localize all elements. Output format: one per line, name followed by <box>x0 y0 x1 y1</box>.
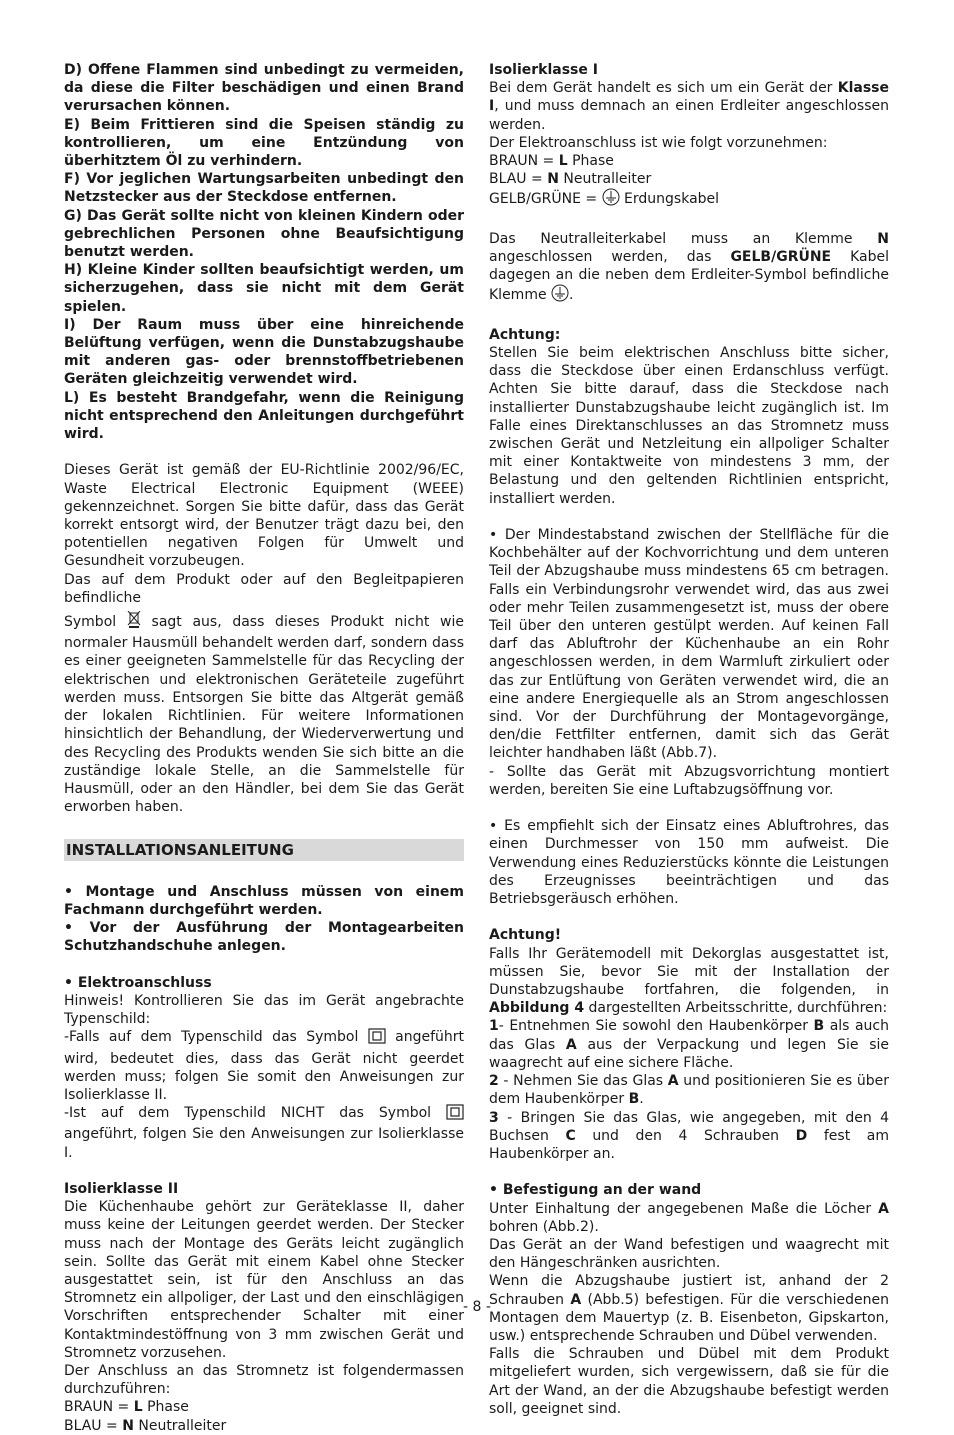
step-3: 3 - Bringen Sie das Glas, wie angegeben, mit den 4 Buchsen C und den 4 Schrauben D fest am Haubenkörper an. <box>489 1109 890 1162</box>
wand-paragraph-4: Falls die Schrauben und Dübel mit dem Produkt mitgeliefert wurden, sich vergewissern, daß sie für die Art der Wand, an der die Abzugshaube befestigt werden soll, geeignet sind. <box>489 1346 889 1417</box>
abzug-paragraph: - Sollte das Gerät mit Abzugsvorrichtung montiert werden, bereiten Sie eine Luftabzugsöffnung vor. <box>489 763 889 798</box>
class2-text-b: angeführt wird, bedeutet dies, dass das Gerät nicht geerdet werden muss; folgen Sie somit den Anweisungen zur Isolierklasse II. <box>64 1029 465 1103</box>
section-title-installation: INSTALLATIONSANLEITUNG <box>64 839 464 861</box>
neutral-paragraph: Das Neutralleiterkabel muss an Klemme N angeschlossen werden, das GELB/GRÜNE Kabel dagegen an die neben dem Erdleiter-Symbol befindliche Klemme . <box>489 230 889 308</box>
step-2: 2 - Nehmen Sie das Glas A und positionieren Sie es über dem Haubenkörper B. <box>489 1073 889 1108</box>
class2-symbol-paragraph <box>64 1028 464 1104</box>
blau-line-r: BLAU = N Neutralleiter <box>489 171 652 188</box>
abluftrohr-paragraph: • Es empfiehlt sich der Einsatz eines Abluftrohres, das einen Durchmesser von 150 mm aufweist. Die Verwendung eines Reduzierstücks könnte die Leistungen des Erzeugnisses beeinträchtigen und das Betriebsgeräusch erhöhen. <box>489 818 889 908</box>
step-1: 1- Entnehmen Sie sowohl den Haubenkörper B als auch das Glas A aus der Verpackung und legen Sie sie waagrecht auf eine sichere Fläche. <box>489 1018 889 1071</box>
left-column <box>64 61 464 1435</box>
hinweis-text: Hinweis! Kontrollieren Sie das im Gerät angebrachte Typenschild: <box>64 992 464 1028</box>
earth-ground-icon <box>602 188 620 211</box>
wand-paragraph-3: Wenn die Abzugshaube justiert ist, anhand der 2 Schrauben A (Abb.5) befestigen. Für die verschiedenen Montagen dem Mauertyp (z. B. Eisenbeton, Gipskarton, usw.) entsprechende Schrauben und Dübel verwenden. <box>489 1273 890 1344</box>
right-column <box>489 61 889 1418</box>
braun-line: BRAUN = L Phase <box>64 1399 189 1416</box>
earth-ground-icon <box>551 284 569 307</box>
class1-text-b: angeführt, folgen Sie den Anweisungen zur Isolierklasse I. <box>64 1126 464 1161</box>
weee-symbol-paragraph <box>64 611 464 816</box>
klasse1-line2: Der Elektroanschluss ist wie folgt vorzunehmen: <box>489 134 828 151</box>
class2-text-a: -Falls auf dem Typenschild das Symbol <box>64 1029 359 1046</box>
gelb-line: GELB/GRÜNE = Erdungskabel <box>489 188 889 211</box>
page-number: - 8 - <box>463 1299 491 1315</box>
warning-h: H) Kleine Kinder sollten beaufsichtigt werden, um sicherzugehen, dass sie nicht mit dem Gerät spielen. <box>64 262 464 315</box>
achtung2-paragraph: Falls Ihr Gerätemodell mit Dekorglas ausgestattet ist, müssen Sie, bevor Sie mit der Installation der Dunstabzugshaube fortfahren, die folgenden, in Abbildung 4 dargestellten Arbeitsschritte, durchführen: <box>489 945 889 1017</box>
klasse2-title: Isolierklasse II <box>64 1180 179 1197</box>
double-square-icon <box>446 1104 464 1125</box>
wand-title: • Befestigung an der wand <box>489 1182 702 1199</box>
warning-l: L) Es besteht Brandgefahr, wenn die Reinigung nicht entsprechend den Anleitungen durchgeführt wird. <box>64 389 464 443</box>
install-bullet-2: • Vor der Ausführung der Montagearbeiten Schutzhandschuhe anlegen. <box>64 920 464 955</box>
install-bullet-1: • Montage und Anschluss müssen von einem Fachmann durchgeführt werden. <box>64 883 464 918</box>
warning-i: I) Der Raum muss über eine hinreichende Belüftung verfügen, wenn die Dunstabzugshaube mit anderen gas- oder brennstoffbetriebenen Geräten gleichzeitig verwendet wird. <box>64 316 464 388</box>
class1-symbol-paragraph <box>64 1104 464 1162</box>
warning-f: F) Vor jeglichen Wartungsarbeiten unbedingt den Netzstecker aus der Steckdose entfernen. <box>64 171 464 206</box>
weee-symbol-text: sagt aus, dass dieses Produkt nicht wie normaler Hausmüll behandelt werden darf, sondern dass es einer geeigneten Sammelstelle für das Recycling der elektrischen und elektronischen Geräteteile zugeführt werden muss. Entsorgen Sie bitte das Altgerät gemäß der lokalen Richtlinien. Für weitere Informationen hinsichtlich der Behandlung, der Wiederverwertung und des Recycling des Produkts wenden Sie sich bitte an die zuständige lokale Stelle, an die Sammelstelle für Hausmüll, oder an den Händler, bei dem Sie das Gerät erworben haben. <box>64 614 465 816</box>
weee-symbol-intro: Das auf dem Produkt oder auf den Begleitpapieren befindliche <box>64 571 464 606</box>
klasse1-paragraph: Bei dem Gerät handelt es sich um ein Gerät der Klasse I, und muss demnach an einen Erdleiter angeschlossen werden. <box>489 80 889 133</box>
achtung2-title: Achtung! <box>489 927 562 944</box>
class1-text-a: -Ist auf dem Typenschild NICHT das Symbol <box>64 1105 432 1122</box>
warning-e: E) Beim Frittieren sind die Speisen ständig zu kontrollieren, um eine Entzündung von überhitztem Öl zu verhindern. <box>64 116 464 170</box>
warning-d: D) Offene Flammen sind unbedingt zu vermeiden, da diese die Filter beschädigen und einen Brand verursachen können. <box>64 62 464 115</box>
anschluss-paragraph: Der Anschluss an das Stromnetz ist folgendermassen durchzuführen: <box>64 1362 464 1398</box>
warning-g: G) Das Gerät sollte nicht von kleinen Kindern oder gebrechlichen Personen ohne Beaufsichtigung benutzt werden. <box>64 207 464 261</box>
braun-line-r: BRAUN = L Phase <box>489 153 614 170</box>
achtung1-title: Achtung: <box>489 326 561 343</box>
klasse1-title: Isolierklasse I <box>489 62 598 78</box>
weee-symbol-label: Symbol <box>64 614 117 631</box>
achtung1-paragraph: Stellen Sie beim elektrischen Anschluss bitte sicher, dass die Steckdose über einen Erdanschluss verfügt. Achten Sie bitte darauf, dass die Steckdose nach installierter Dunstabzugshaube leicht zugänglich ist. Im Falle eines Direktanschlusses an das Stromnetz muss zwischen Gerät und Netzleitung ein allpoliger Schalter mit einer Kontaktweite von mindestens 3 mm, der Belastung und den geltenden Richtlinien entspricht, installiert werden. <box>489 345 889 507</box>
elektro-title: • Elektroanschluss <box>64 974 212 991</box>
double-square-icon <box>368 1028 386 1049</box>
blau-line: BLAU = N Neutralleiter <box>64 1417 227 1434</box>
mindestabstand-paragraph: • Der Mindestabstand zwischen der Stellfläche für die Kochbehälter auf der Kochvorrichtung und dem unteren Teil der Abzugshaube muss mindestens 65 cm betragen. Falls ein Verbindungsrohr verwendet wird, das aus zwei oder mehr Teilen zusammengesetzt ist, muss der obere Teil über den unteren gestülpt werden. Auf keinen Fall darf das Abluftrohr der Küchenhaube an ein Rohr angeschlossen werden, in dem Warmluft zirkuliert oder das zur Entlüftung von Geräten verwendet wird, die an eine andere Energiequelle als an Strom angeschlossen sind. Vor der Durchführung der Montagevorgänge, den/die Fettfilter entfernen, damit sich das Gerät leichter handhaben läßt (Abb.7). <box>489 527 889 762</box>
klasse2-paragraph: Die Küchenhaube gehört zur Geräteklasse II, daher muss keine der Leitungen geerdet werden. Der Stecker muss nach der Montage des Geräts leicht zugänglich sein. Sollte das Gerät mit einem Kabel ohne Stecker ausgestattet sein, ist für den Anschluss an das Stromnetz ein allpoliger, der Last und den einschlägigen Vorschriften entsprechender Schalter mit einer Kontaktmindestöffnung von 3 mm zwischen Gerät und Stromnetz vorzusehen. <box>64 1199 464 1361</box>
crossed-out-bin-icon <box>127 611 141 634</box>
weee-paragraph: Dieses Gerät ist gemäß der EU-Richtlinie 2002/96/EC, Waste Electrical Electronic Equipment (WEEE) gekennzeichnet. Sorgen Sie bitte dafür, dass das Gerät korrekt entsorgt wird, der Benutzer trägt dazu bei, den potentiellen negativen Folgen für Umwelt und Gesundheit vorzubeugen. <box>64 462 464 570</box>
wand-paragraph-1: Unter Einhaltung der angegebenen Maße die Löcher A bohren (Abb.2). <box>489 1200 889 1235</box>
wand-paragraph-2: Das Gerät an der Wand befestigen und waagrecht mit den Hängeschränken ausrichten. <box>489 1236 889 1272</box>
